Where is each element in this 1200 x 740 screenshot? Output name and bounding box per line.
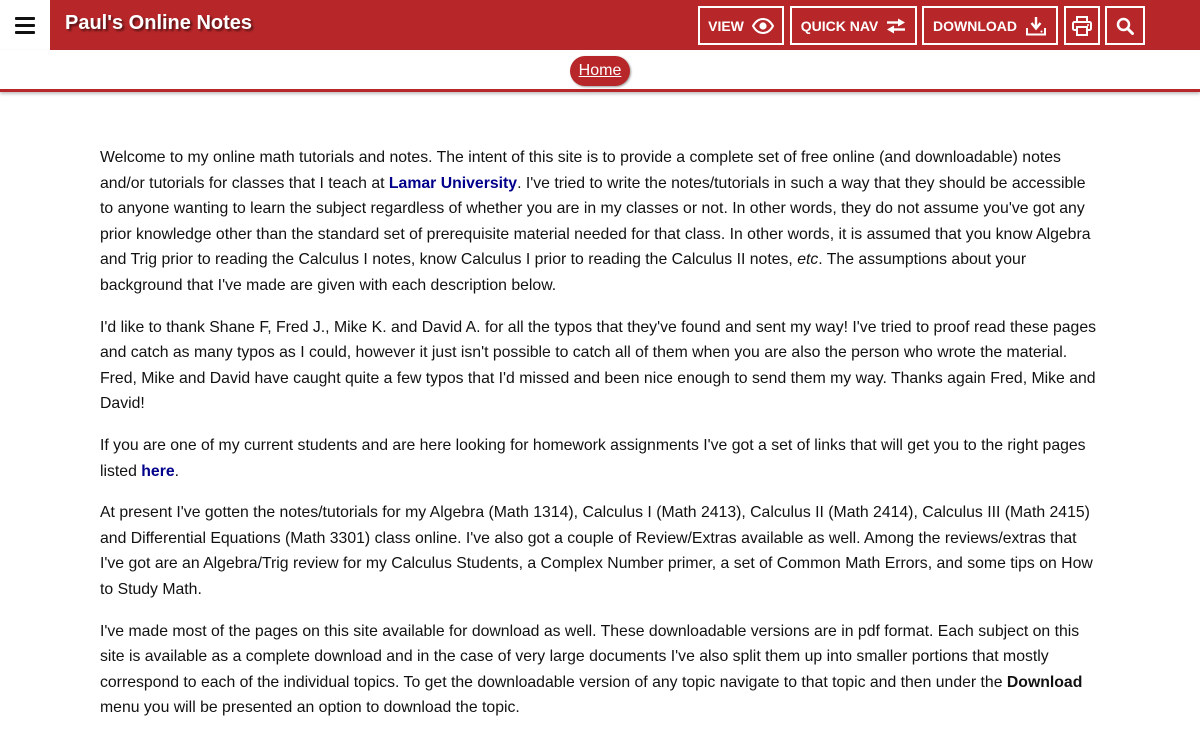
- view-button[interactable]: [698, 6, 784, 45]
- breadcrumb: [0, 50, 1200, 92]
- view-button-label: VIEW: [708, 17, 744, 34]
- eye-icon: [752, 18, 774, 34]
- intro-text-1: Welcome to my online math tutorials and notes. The intent of this site is to provide a complete set of free online (and downloadable) notes and/or tutorials for classes that I teach at: [100, 149, 1061, 192]
- quick-nav-button-label: QUICK NAV: [800, 17, 879, 34]
- intro-text-2: . I've tried to write the notes/tutorials in such a way that they should be accessible to anyone wanting to learn the subject regardless of whether you are in my classes or not. In other words, they do not assume you've got any prior knowledge other than the standard set of prerequisite material needed for that class. In other words, it is assumed that you know Algebra and Trig prior to reading the Calculus I notes, know Calculus I prior to reading the Calculus II notes,: [100, 174, 1091, 269]
- homework-text-2: .: [174, 462, 180, 480]
- swap-arrows-icon: [886, 18, 906, 34]
- thanks-paragraph: I'd like to thank Shane F, Fred J., Mike K. and David A. for all the typos that they've found and sent my way! I've tried to proof read these pages and catch as many typos as I could, however it just isn't possible to catch all of them when you are also the person who wrote the material. Fred, Mike and David have caught quite a few typos that I'd missed and been nice enough to send them my way. Thanks again Fred, Mike and David!: [100, 318, 1097, 413]
- intro-paragraph: [100, 145, 1100, 299]
- download-paragraph: [100, 619, 1100, 721]
- top-bar: [0, 0, 1200, 50]
- search-button[interactable]: [1105, 6, 1145, 45]
- download-text-1: I've made most of the pages on this site available for download as well. These downloadable versions are in pdf format. Each subject on this site is available as a complete download and in the case of very large documents I've also split them up into smaller portions that mostly correspond to each of the individual topics. To get the downloadable version of any topic navigate to that topic and then under the: [100, 622, 1080, 691]
- intro-text-3: . The assumptions about your background that I've made are given with each description below.: [100, 251, 1027, 294]
- download-menu-bold: Download: [1006, 673, 1083, 691]
- lamar-university-link[interactable]: Lamar University: [388, 174, 518, 192]
- print-button[interactable]: [1064, 6, 1100, 45]
- site-title[interactable]: Paul's Online Notes: [65, 12, 253, 34]
- main-content: [100, 145, 1100, 737]
- intro-etc: etc: [797, 251, 819, 269]
- download-button-label: DOWNLOAD: [933, 17, 1017, 34]
- classes-paragraph: At present I've gotten the notes/tutorials for my Algebra (Math 1314), Calculus I (Math 2413), Calculus II (Math 2414), Calculus III (Math 2415) and Differential Equations (Math 3301) class online. I've also got a couple of Review/Extras available as well. Among the reviews/extras that I've got are an Algebra/Trig review for my Calculus Students, a Complex Number primer, a set of Common Math Errors, and some tips on How to Study Math.: [100, 504, 1093, 598]
- download-icon: [1025, 16, 1047, 36]
- homework-here-link[interactable]: here: [141, 462, 175, 480]
- menu-icon: [15, 17, 35, 34]
- printer-icon: [1072, 16, 1092, 36]
- homework-paragraph: [100, 433, 1100, 484]
- homework-text-1: If you are one of my current students and are here looking for homework assignments I've got a set of links that will get you to the right pages listed: [100, 436, 1086, 480]
- quick-nav-button[interactable]: [790, 6, 917, 45]
- breadcrumb-home-link[interactable]: Home: [570, 56, 630, 86]
- download-text-2: menu you will be presented an option to download the topic.: [100, 699, 520, 717]
- menu-button[interactable]: [0, 0, 50, 50]
- search-icon: [1116, 17, 1134, 35]
- download-button[interactable]: [922, 6, 1058, 45]
